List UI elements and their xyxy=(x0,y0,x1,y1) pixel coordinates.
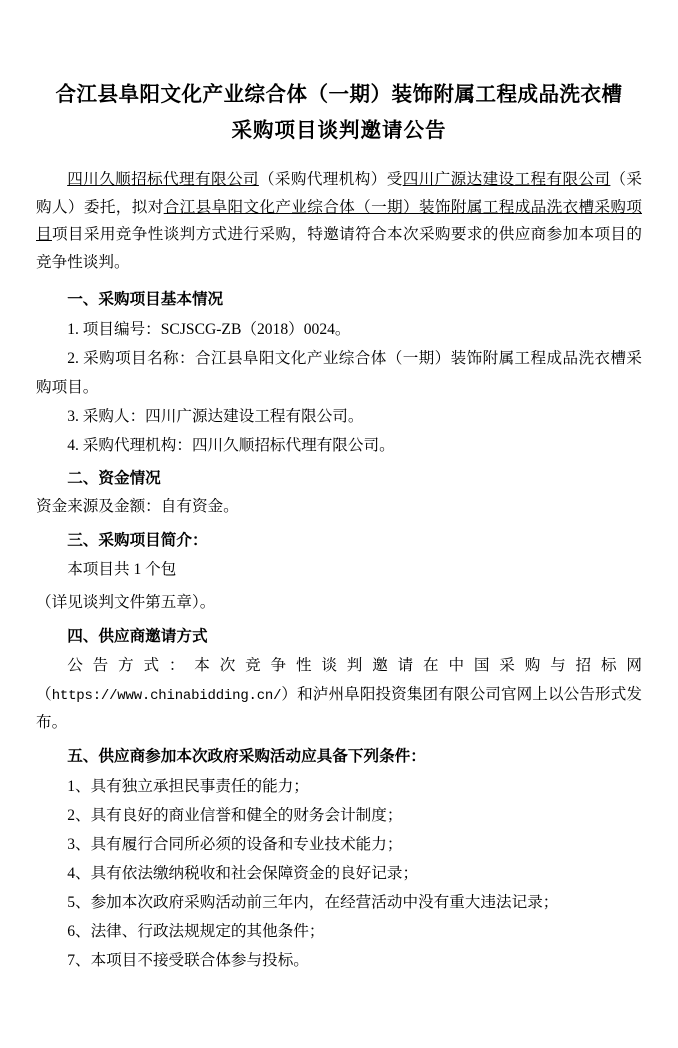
list-item: 1、具有独立承担民事责任的能力； xyxy=(67,778,309,796)
section-heading-4: 四、供应商邀请方式 xyxy=(67,627,208,645)
intro-text-3: 项目采用竞争性谈判方式进行采购，特邀请符合本次采购要求的供应商参加本项目的竞争性谈判。 xyxy=(36,226,642,271)
list-item: （详见谈判文件第五章）。 xyxy=(36,593,216,611)
list-item: 公告方式：本次竞争性谈判邀请在中国采购与招标网（https://www.chinabidding.cn/）和泸州阜阳投资集团有限公司官网上以公告形式发布。 xyxy=(36,656,642,732)
announcement-url: https://www.chinabidding.cn/ xyxy=(51,687,282,704)
intro-purchaser-name: 四川广源达建设工程有限公司 xyxy=(402,170,611,188)
list-item: 本项目共 1 个包 xyxy=(67,561,177,579)
list-item: 2. 采购项目名称：合江县阜阳文化产业综合体（一期）装饰附属工程成品洗衣槽采购项目。 xyxy=(36,349,642,396)
intro-text-1: （采购代理机构）受 xyxy=(258,170,403,188)
list-item: 3. 采购人：四川广源达建设工程有限公司。 xyxy=(67,407,364,425)
list-item: 6、法律、行政法规规定的其他条件； xyxy=(67,923,325,941)
section-items-5 xyxy=(36,772,642,975)
section-heading-5: 五、供应商参加本次政府采购活动应具备下列条件： xyxy=(67,748,426,766)
intro-paragraph xyxy=(36,166,642,277)
list-item: 资金来源及金额：自有资金。 xyxy=(36,498,239,516)
list-item: 4、具有依法缴纳税收和社会保障资金的良好记录； xyxy=(67,865,419,883)
section-heading-2: 二、资金情况 xyxy=(67,469,161,487)
section-items-3 xyxy=(36,556,642,618)
list-item: 2、具有良好的商业信誉和健全的财务会计制度； xyxy=(67,807,403,825)
list-item: 4. 采购代理机构：四川久顺招标代理有限公司。 xyxy=(67,436,395,454)
section-items-1 xyxy=(36,315,642,460)
section-items-2 xyxy=(36,493,642,522)
section-items-4 xyxy=(36,652,642,739)
document-body xyxy=(36,166,642,975)
section-heading-1: 一、采购项目基本情况 xyxy=(67,290,224,308)
page-title-line-2: 采购项目谈判邀请公告 xyxy=(231,119,447,142)
list-item: 3、具有履行合同所必须的设备和专业技术能力； xyxy=(67,836,403,854)
intro-project-name: 合江县阜阳文化产业综合体（一期）装饰附属工程成品洗衣槽采购项目 xyxy=(36,198,642,244)
section-heading-3: 三、采购项目简介： xyxy=(67,532,208,550)
intro-agency-name: 四川久顺招标代理有限公司 xyxy=(67,170,259,188)
page-title xyxy=(36,78,642,150)
intro-text-2: （采购人）委托，拟对 xyxy=(36,170,642,216)
page-title-line-1: 合江县阜阳文化产业综合体（一期）装饰附属工程成品洗衣槽 xyxy=(55,84,623,106)
list-item: 5、参加本次政府采购活动前三年内，在经营活动中没有重大违法记录； xyxy=(67,894,559,912)
list-item: 7、本项目不接受联合体参与投标。 xyxy=(67,952,309,970)
list-item: 1. 项目编号：SCJSCG-ZB（2018）0024。 xyxy=(67,320,351,338)
